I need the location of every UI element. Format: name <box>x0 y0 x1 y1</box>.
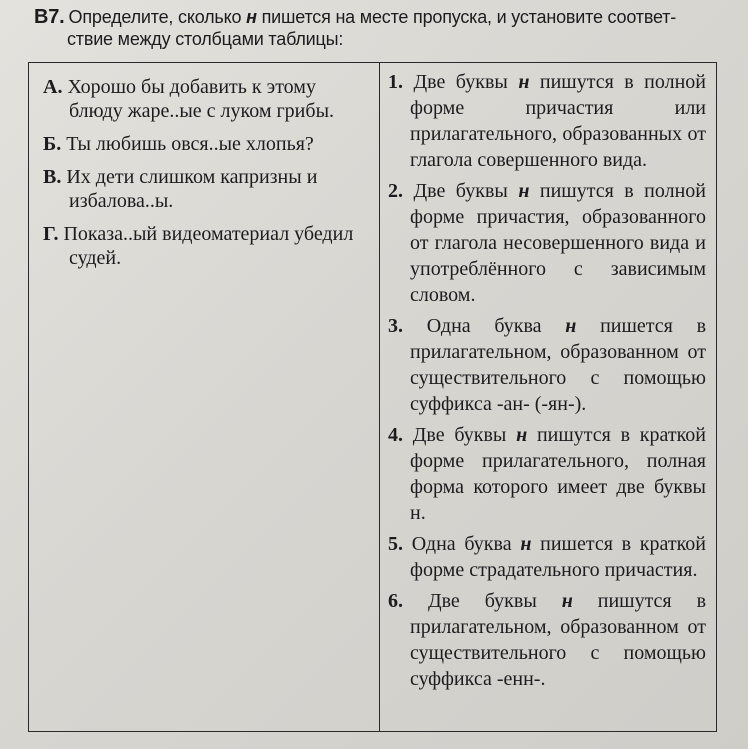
task-text-line1 <box>69 7 677 27</box>
task-letter-marker: н <box>246 7 257 27</box>
rule-text-after: пишется в краткой форме страдательного причастия. <box>410 533 707 581</box>
rule-text-before: Две буквы <box>413 180 519 202</box>
table-row <box>29 63 717 732</box>
rule-marker: н <box>516 424 528 446</box>
sentence-item-a <box>29 75 379 123</box>
task-text-part2: пишется на месте пропуска, и установите соответ- <box>256 7 677 27</box>
task-number: В7. <box>34 6 65 28</box>
rule-item-4 <box>380 422 716 526</box>
task-text-part1: Определите, сколько <box>68 7 247 27</box>
sentence-item-v <box>29 165 379 213</box>
rule-text-after: пишутся в краткой форме прилагательного, полная форма которого имеет две буквы н. <box>410 424 706 524</box>
task-text-line2: ствие между столбцами таблицы: <box>67 29 344 49</box>
rule-number: 1. <box>388 71 403 93</box>
rule-number: 4. <box>388 424 403 446</box>
right-column-cell <box>380 63 717 732</box>
matching-table <box>28 62 717 732</box>
rule-text-before: Две буквы <box>413 71 519 93</box>
rule-text-before: Две буквы <box>427 590 562 612</box>
sentence-item-b <box>29 132 379 156</box>
rule-marker: н <box>518 180 530 202</box>
rule-number: 3. <box>388 315 403 337</box>
sentence-text: Ты любишь овся..ые хлопья? <box>66 133 314 155</box>
rule-text-before: Две буквы <box>412 424 517 446</box>
sentence-letter: А. <box>43 76 63 98</box>
rule-text-after: пишутся в прилагательном, образованном от существительного с помощью суффикса -енн-. <box>410 590 707 690</box>
rule-text-after: пишется в прилагательном, образованном от существительного с помощью суффикса -ан- (-ян-). <box>410 315 707 415</box>
sentence-letter: Б. <box>43 133 62 155</box>
right-column-list <box>380 69 716 692</box>
rule-text-before: Одна буква <box>426 315 566 337</box>
rule-marker: н <box>520 533 532 555</box>
rule-item-5 <box>380 531 716 583</box>
sentence-text: Показа..ый видеоматериал убедил судей. <box>63 223 354 269</box>
rule-marker: н <box>565 315 577 337</box>
sentence-text: Хорошо бы добавить к этому блюду жаре..ые с луком грибы. <box>67 76 334 122</box>
sentence-letter: Г. <box>43 223 59 245</box>
rule-marker: н <box>518 71 530 93</box>
sentence-item-g <box>29 222 379 270</box>
left-column-list <box>29 75 379 270</box>
rule-marker: н <box>561 590 573 612</box>
rule-item-6 <box>380 588 716 692</box>
rule-item-1 <box>380 69 716 173</box>
rule-number: 6. <box>388 590 403 612</box>
rule-item-3 <box>380 313 716 417</box>
rule-text-before: Одна буква <box>411 533 521 555</box>
sentence-letter: В. <box>43 166 62 188</box>
sentence-text: Их дети слишком капризны и избалова..ы. <box>66 166 318 212</box>
rule-number: 5. <box>388 533 403 555</box>
rule-number: 2. <box>388 180 403 202</box>
rule-text-after: пишутся в полной форме причастия, образованного от глагола несовершенного вида и употреблённого с зависимым словом. <box>410 180 707 306</box>
rule-item-2 <box>380 178 716 308</box>
task-heading <box>34 6 734 50</box>
left-column-cell <box>29 63 380 732</box>
rule-text-after: пишутся в полной форме причастия или прилагательного, образованных от глагола совершенного вида. <box>410 71 707 171</box>
